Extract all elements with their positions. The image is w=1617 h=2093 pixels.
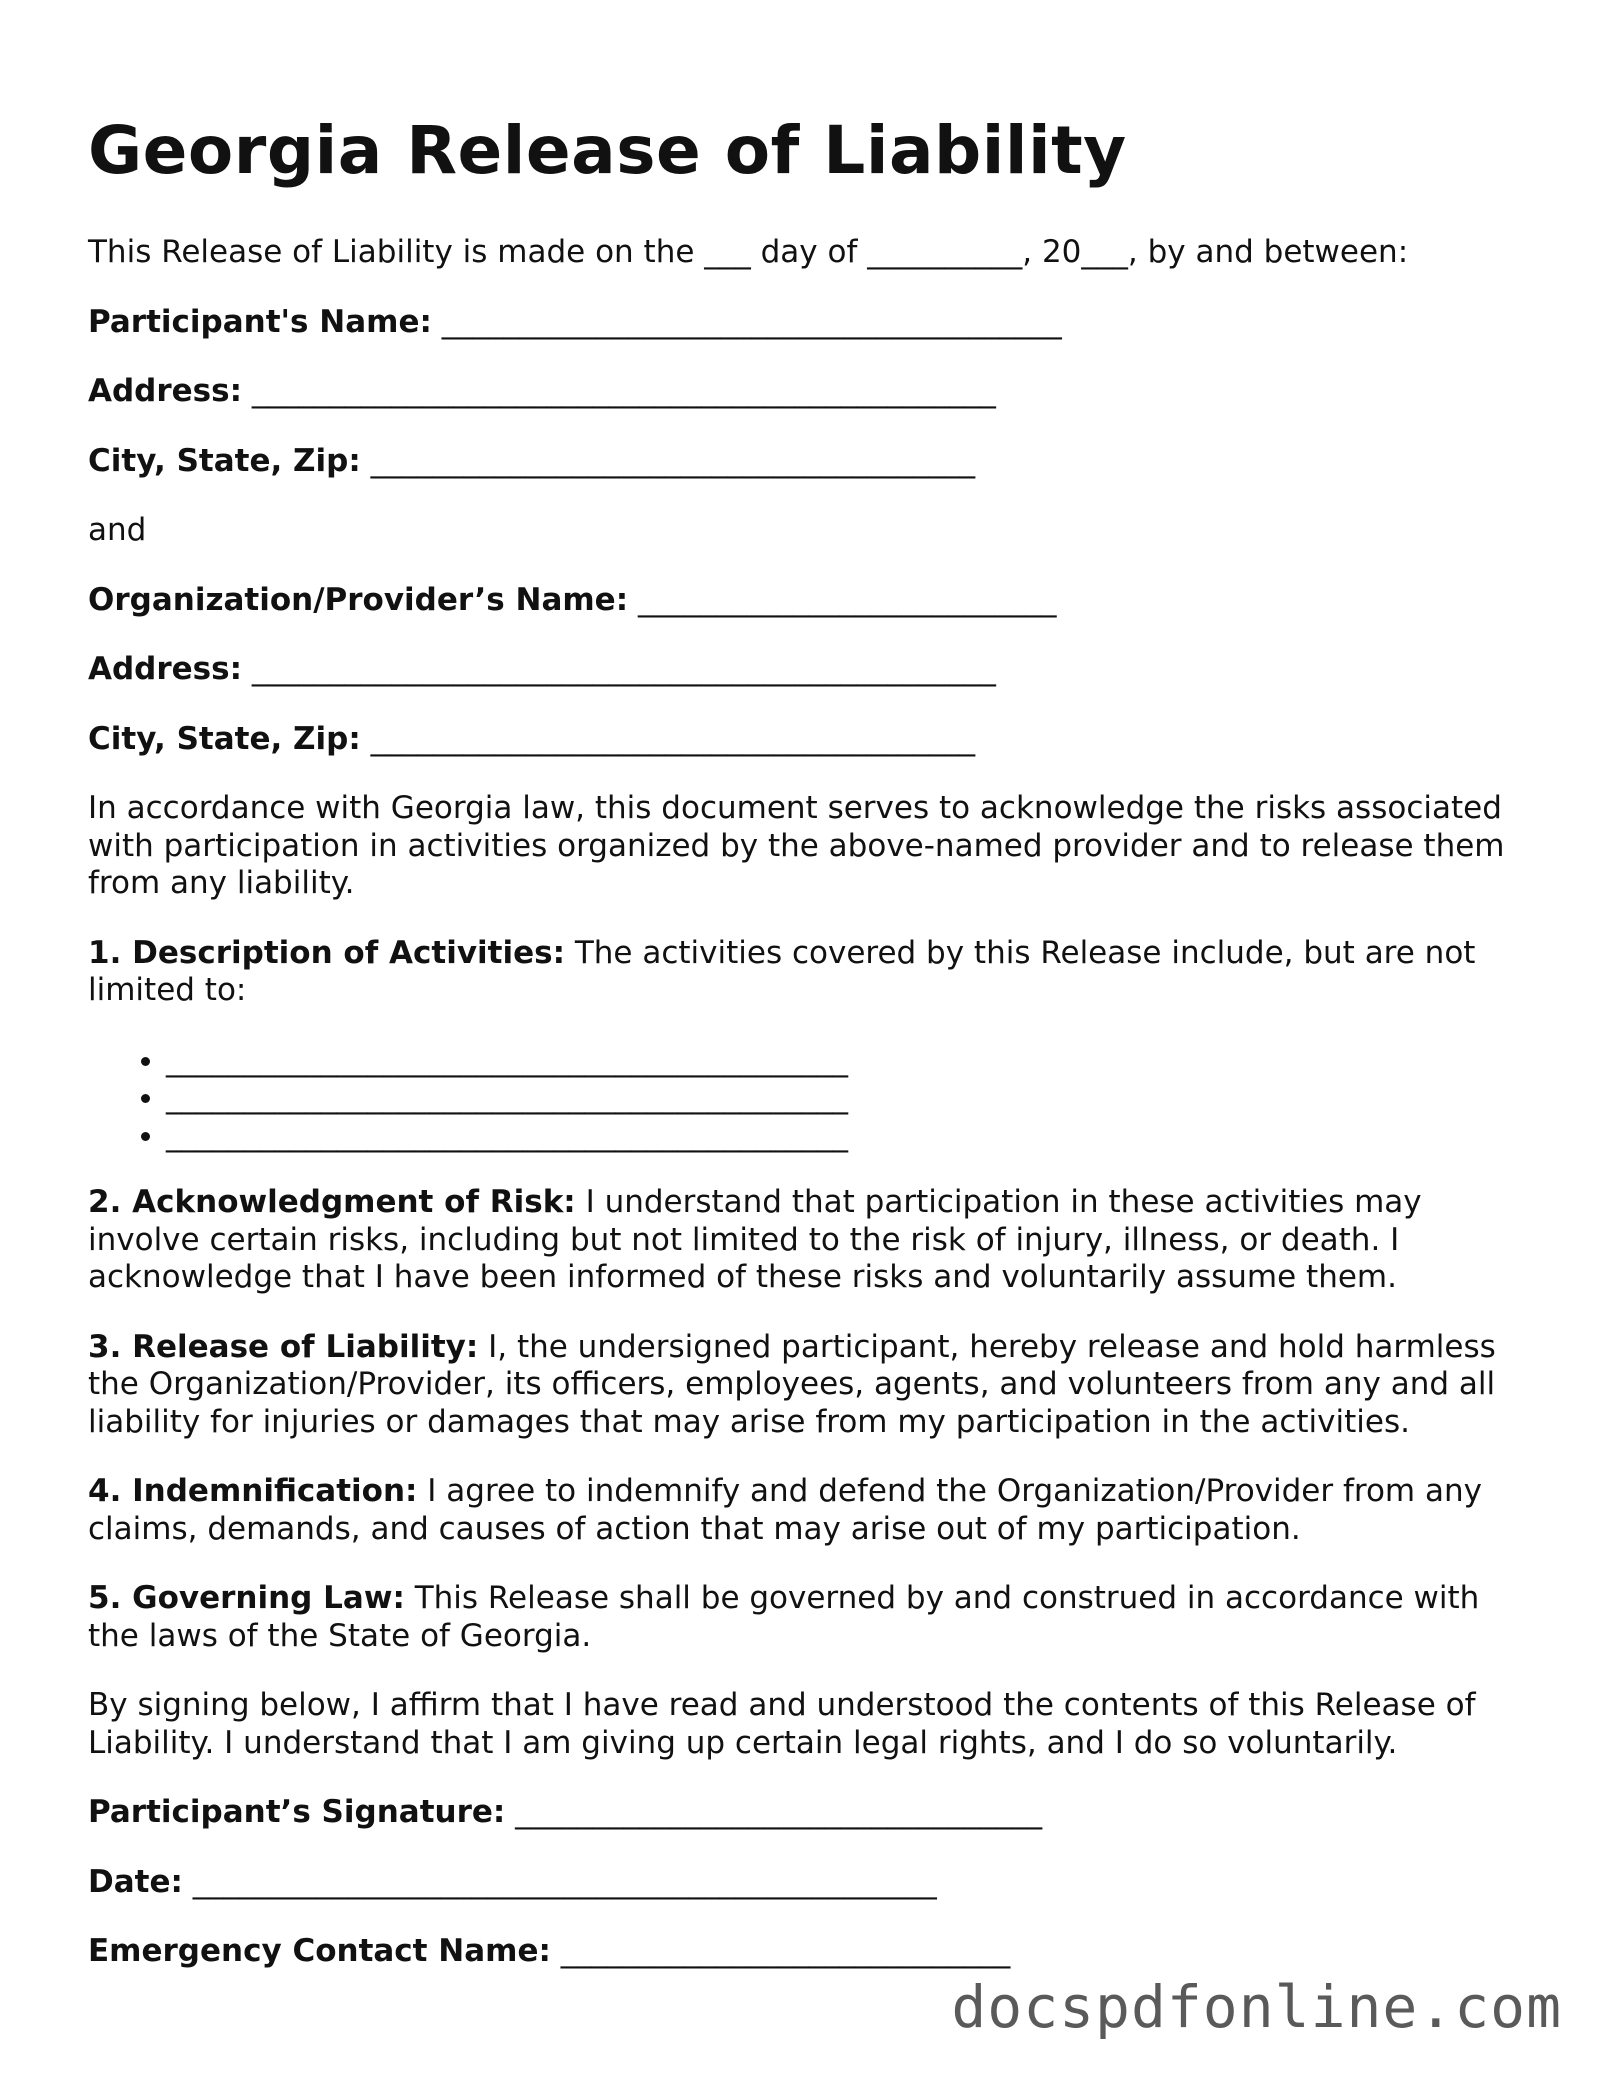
organization-city-blank[interactable]: _______________________________________ [370,720,976,757]
activity-blank[interactable]: ____________________________________________ [166,1041,848,1078]
watermark: docspdfonline.com [951,1973,1562,2041]
activity-list-item [166,1042,1538,1080]
participant-name-label: Participant's Name: [88,303,432,340]
activity-blank[interactable]: ____________________________________________ [166,1079,848,1115]
organization-city-field [88,721,1538,759]
emergency-contact-field [88,1933,1538,1971]
affirm-text: By signing below, I affirm that I have read and understood the contents of this Release of Liability. I understand that I am giving up certain legal rights, and I do so voluntarily. [88,1687,1476,1761]
participant-address-label: Address: [88,373,242,409]
section-heading: 3. Release of Liability: [88,1328,479,1365]
organization-name-field [88,582,1538,620]
participant-name-blank[interactable]: ________________________________________ [441,303,1062,340]
signature-label: Participant’s Signature: [88,1794,506,1830]
intro-text: This Release of Liability is made on the ___ day of __________, 20___, by and between: [88,234,1409,270]
participant-address-field [88,373,1538,411]
section-body: The activities covered by this Release include, but are not limited to: [88,934,1476,1008]
section-heading: 1. Description of Activities: [88,934,565,971]
section-body: This Release shall be governed by and construed in accordance with the laws of the State of Georgia. [88,1580,1480,1654]
signature-field [88,1794,1538,1832]
emergency-contact-label: Emergency Contact Name: [88,1933,551,1969]
participant-city-label: City, State, Zip: [88,442,361,479]
activity-list-item [166,1117,1538,1155]
activity-list [88,1042,1538,1155]
accordance-text: In accordance with Georgia law, this document serves to acknowledge the risks associated with participation in activities organized by the above-named provider and to release them from any liability. [88,790,1505,901]
date-field [88,1864,1538,1902]
and-text: and [88,512,147,548]
section-governing-law [88,1580,1538,1655]
document-page [88,110,1538,2003]
emergency-contact-blank[interactable]: _____________________________ [560,1933,1011,1969]
activity-blank[interactable]: ____________________________________________ [166,1116,848,1153]
section-description-of-activities [88,935,1538,1010]
organization-address-label: Address: [88,651,242,687]
page-title: Georgia Release of Liability [88,112,1127,189]
date-blank[interactable]: ________________________________________________ [192,1863,937,1900]
section-heading: 5. Governing Law: [88,1580,405,1616]
organization-city-label: City, State, Zip: [88,720,361,757]
section-body: I agree to indemnify and defend the Organization/Provider from any claims, demands, and causes of action that may arise out of my participation. [88,1473,1482,1547]
section-acknowledgment-of-risk [88,1184,1538,1297]
organization-name-label: Organization/Provider’s Name: [88,581,629,618]
section-body: I understand that participation in these activities may involve certain risks, including but not limited to the risk of injury, illness, or death. I acknowledge that I have been informed of these risks and voluntarily assume them. [88,1184,1422,1295]
organization-name-blank[interactable]: ___________________________ [637,581,1057,618]
organization-address-field [88,651,1538,689]
participant-address-blank[interactable]: ________________________________________________ [251,373,996,409]
participant-city-field [88,443,1538,481]
date-label: Date: [88,1863,183,1900]
section-body: I, the undersigned participant, hereby release and hold harmless the Organization/Provider, its officers, employees, agents, and volunteers from any and all liability for injuries or damages that may arise from my participation in the activities. [88,1328,1496,1440]
participant-name-field [88,304,1538,342]
activity-list-item [166,1079,1538,1117]
signature-blank[interactable]: __________________________________ [515,1794,1043,1830]
organization-address-blank[interactable]: ________________________________________________ [251,651,996,687]
section-indemnification [88,1473,1538,1548]
section-heading: 2. Acknowledgment of Risk: [88,1184,576,1220]
section-heading: 4. Indemnification: [88,1473,418,1509]
participant-city-blank[interactable]: _______________________________________ [370,442,976,479]
section-release-of-liability [88,1329,1538,1442]
